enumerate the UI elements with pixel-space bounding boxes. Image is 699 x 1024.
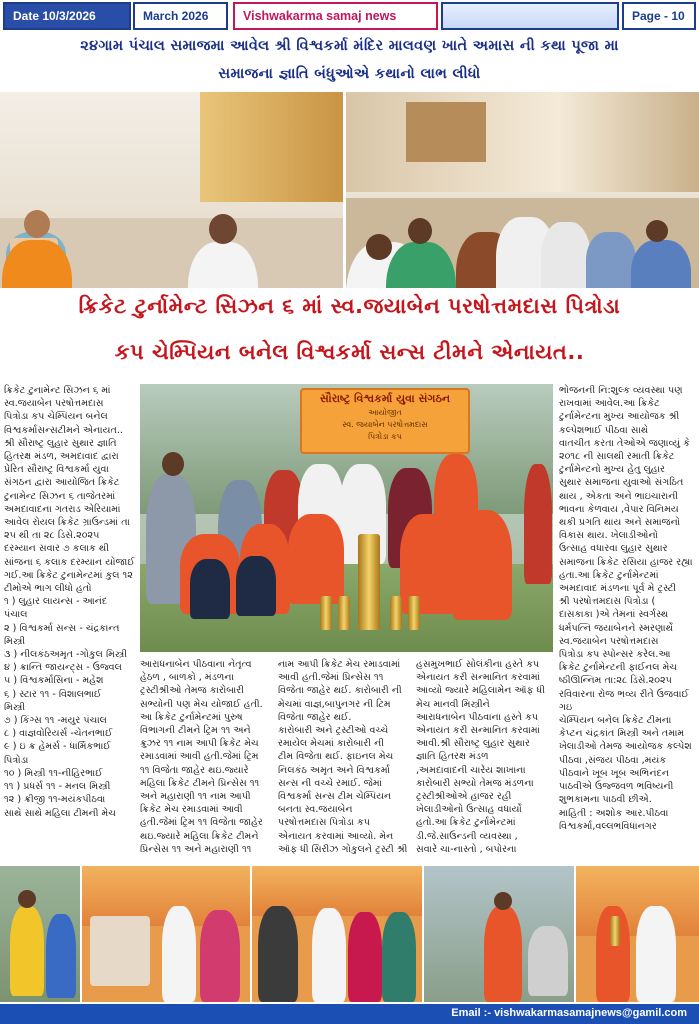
- text-line: શ્રી સૌરાષ્ટ્ર લુહાર સુથાર જ્ઞાતિ: [4, 437, 117, 449]
- text-line: હતા.આ ક્રિકેટ ટુર્નામેન્ટમાં: [559, 569, 659, 581]
- header-decoration: [441, 2, 619, 30]
- text-line: ડી.જે.સાઉન્ડની વ્યવસ્થા ,: [416, 830, 518, 842]
- text-line: આવી.શ્રી સૌરાષ્ટ્ર લુહાર સુથાર: [416, 738, 530, 750]
- article-right-column: [559, 384, 697, 862]
- text-line: ટ્રસ્ટીશ્રીઓએ હાજર રહી: [416, 791, 512, 803]
- community-gathering-photo: [346, 92, 699, 288]
- text-line: નામ આપી ક્રિકેટ મેચ રમાડવામાં: [278, 659, 401, 670]
- text-line: સન્સ ની વચ્ચે રમાઈ. જેમાં: [278, 777, 382, 789]
- text-line: ખેલાડીઓનો ઉત્સાહ વધાર્યો: [416, 804, 522, 816]
- article-mid-column-1: [140, 658, 274, 858]
- text-line: સભ્યોની પણ મેચ યોજાઈ હતી.: [140, 698, 263, 710]
- award-photo-1: [0, 866, 80, 1002]
- text-line: સમાજના ક્રિકેટ રસિયા હાજર રહ્યા: [559, 556, 693, 568]
- text-line: કારોબારી સભ્યો તેમજ મંડળના: [416, 777, 534, 789]
- text-line: અમદાવાદ મંડળના પૂર્વ મે ટ્રસ્ટી: [559, 583, 677, 595]
- text-line: એનાયત કરવામાં આવ્યો. મેન: [278, 830, 394, 842]
- award-photo-4: [424, 866, 574, 1002]
- banner-org-name: સૌરાષ્ટ્ર વિશ્વકર્મા યુવા સંગઠન: [319, 392, 451, 405]
- text-line: રમાયેલ મેચમાં કારોબારી ની: [278, 738, 385, 750]
- text-line: ૨૫ થી તા ૨૮ ડિસે.૨૦૨૫: [4, 530, 100, 542]
- text-line: ટુર્નામેન્ટના મુખ્ય આયોજક શ્રી: [559, 411, 680, 423]
- story1-headline-line1: ૨૪ગામ પંચાલ સમાજમા આવેલ શ્રી વિશ્વકર્મા મંદિર માલવણ ખાતે અમાસ ની કથા પૂજા મા: [80, 38, 619, 54]
- text-line: વિકાસ થાય. ખેલાડીઓનો: [559, 530, 659, 542]
- text-line: કલ્પેશભાઈ પીઠવા સાથે: [559, 424, 649, 436]
- award-photo-3: [252, 866, 422, 1002]
- text-line: ૧૨ ) ક્રીજી ૧૧-મયંકપીઠવા: [4, 794, 106, 806]
- text-line: ૧૦ ) મિસ્ત્રી ૧૧-નીહિરભાઈ: [4, 767, 103, 779]
- text-line: ટીમ વિજેતા થઈ. ફાઇનલ મેચ: [278, 751, 394, 763]
- text-line: આવેલ રોયલ ક્રિકેટ ગ્રાઉન્ડમાં તા: [4, 517, 130, 529]
- text-line: હતો.આ ક્રિકેટ ટુર્નામેન્ટમાં: [416, 817, 516, 829]
- banner-cup-sponsor: સ્વ. જયાબેન પરષોત્તમદાસ: [342, 420, 428, 429]
- text-line: પ્રેરિત સૌરાષ્ટ્ર વિશ્વકર્મા યુવા: [4, 464, 109, 476]
- page-number: Page - 10: [622, 2, 696, 30]
- text-line: સુથાર સમાજના યુવાઓ સંગઠિત: [559, 477, 684, 489]
- trophy-small: [390, 596, 402, 630]
- text-line: મિસ્ત્રી: [4, 635, 26, 647]
- newspaper-title: Vishwakarma samaj news: [233, 2, 438, 30]
- text-line: ચેમ્પિયન બનેલ ક્રિકેટ ટીમના: [559, 715, 672, 727]
- text-line: ટ્રસ્ટીશ્રીઓ તેમજ કારોબારી: [140, 685, 244, 697]
- text-line: હેઠળ , બાળકો , મંડળના: [140, 672, 234, 684]
- text-line: ૮ ) વાજ્ઞવોરિયર્સ -ચેતનભાઈ: [4, 728, 113, 740]
- text-line: થઇ.જ્યારે મહિલા ક્રિકેટ ટીમને: [140, 830, 259, 842]
- story1-headline-line2: સમાજના જ્ઞાતિ બંધુઓએ કથાનો લાભ લીધો: [218, 66, 481, 82]
- story2-headline-line1: ક્રિકેટ ટુર્નામેન્ટ સિઝન ૬ માં સ્વ.જયાબેન પરષોત્તમદાસ પિત્રોડા: [78, 294, 621, 318]
- text-line: વિશ્વકર્મા,વલ્લભવિધાનગર: [559, 820, 657, 832]
- text-line: ૨ ) વિશ્વકર્મા સન્સ - ચંદ્રકાન્ત: [4, 622, 120, 634]
- text-line: ટુનામેન્ટ સિઝન ૬ તાજેતરમાં: [4, 490, 116, 502]
- text-line: ષ્ઠીઊન્નિમ તા:૨૮ ડિસે.૨૦૨૫: [559, 675, 672, 687]
- text-line: અને મહારાણી ૧૧ નામ આપી: [140, 791, 251, 803]
- award-photo-2: [82, 866, 250, 1002]
- text-line: ૭ ) કિંગ્સ ૧૧ -મયુર પંચાલ: [4, 715, 107, 727]
- text-line: આરાધનાબેન પીઠવાના હસ્તે કપ: [416, 711, 539, 723]
- text-line: કારોબારી અને ટ્રસ્ટીઓ વચ્ચે: [278, 725, 389, 737]
- text-line: પીઠવા ,સંજય પીઠવા ,મયંક: [559, 754, 667, 766]
- text-line: વિજેતા જાહેર થઈ. કારોબારી ની: [278, 685, 402, 697]
- text-line: સ્વ.જયાબેન પરષોત્તમદાસ: [559, 635, 659, 647]
- text-line: બનતા સ્વ.જયાબેન: [278, 804, 353, 816]
- text-line: ગઇ: [559, 701, 573, 713]
- text-line: વાતચીત કરતા તેઓએ જણાવ્યું કે: [559, 437, 690, 449]
- champion-team-photo: [140, 384, 553, 652]
- text-line: સવારે ચા-નાસ્તો , બપોરના: [416, 843, 517, 855]
- text-line: એનાયત કરી સન્માનિત કરવામાં: [416, 725, 541, 737]
- trophy-small: [338, 596, 350, 630]
- text-line: દાસકાકા )એ તેમનાં સ્વર્ગસ્થ: [559, 609, 669, 621]
- text-line: એનાયત કરી સન્માનિત કરવામાં: [416, 672, 541, 684]
- page-header: [0, 0, 699, 34]
- text-line: પિત્રોડા કપ સ્પોન્સર કરેલ.આ: [559, 649, 671, 661]
- banner-cup-name: પિત્રોડા કપ: [368, 432, 402, 441]
- contact-email: Email :- vishwakarmasamajnews@gamil.com: [451, 1007, 687, 1019]
- tournament-banner: [300, 388, 470, 454]
- text-line: મેચમાં વાજ્ઞ,બાપુનગર ની ટિમ: [278, 698, 391, 710]
- text-line: વિજેતા જાહેર થઈ.: [278, 711, 352, 723]
- text-line: સાથે સાથે મહિલા ટીમની મેચ: [4, 807, 116, 819]
- article-mid-column-2: [278, 658, 412, 858]
- text-line: પરષોત્તમદાસ પિત્રોડા કપ: [278, 817, 370, 829]
- text-line: ભોજનની નિ:શુલ્ક વ્યવસ્થા પણ: [559, 385, 683, 396]
- page-footer: [0, 1004, 699, 1024]
- text-line: આરાધનાબેન પીઠવાના નેતૃત્વ: [140, 659, 252, 670]
- banner-presents: આયોજીત: [368, 408, 402, 417]
- text-line: દરમ્યાન સવાર ૭ કલાક થી: [4, 543, 109, 555]
- text-line: નિલકંઠ અમૃત અને વિશ્વકર્મા: [278, 764, 390, 776]
- text-line: ટુર્નામેન્ટનો મુખ્ય હેતુ લુહાર: [559, 464, 665, 476]
- text-line: ,અમદાવાદની ચારેય શાખાના: [416, 764, 526, 776]
- champion-trophy: [358, 534, 380, 630]
- puja-photo: [0, 92, 343, 288]
- text-line: આ ક્રિકેટ ટુર્નામેન્ટમાં પુરુષ: [140, 711, 243, 723]
- text-line: ધર્મપત્નિ જયાબેનને સ્મરણાર્થે: [559, 622, 674, 634]
- text-line: રમાડવામાં આવી હતી.જેમાં ટ્રિમ: [140, 751, 259, 763]
- text-line: મહિલા ક્રિકેટ ટીમને પ્રિન્સેસ ૧૧: [140, 777, 260, 789]
- text-line: મેચ માનવી મિસ્ત્રીને: [416, 698, 490, 710]
- text-line: પીઠવાને ખૂબ ખૂબ અભિનંદન: [559, 767, 669, 779]
- text-line: ગઈ.આ ક્રિકેટ ટુનામેન્ટમાં કુલ ૧૨: [4, 569, 133, 581]
- text-line: વિશ્વકર્મા સન્સ ટીમ ચેમ્પિયન: [278, 791, 392, 803]
- text-line: ૫ ) વિશ્વકર્માસિના - મહેશ: [4, 675, 104, 687]
- text-line: આવ્યો જ્યારે મહિલામેન ઑફ ધી: [416, 685, 546, 697]
- text-line: જ્ઞાતિ હિતરક્ષ મંડળ: [416, 751, 489, 763]
- text-line: હિતરક્ષ મંડળ, અમદાવાદ દ્વારા: [4, 451, 119, 463]
- text-line: ૯ ) ઇ ક્ર હેમર્સ - ધાર્મિકભાઈ: [4, 741, 111, 753]
- text-line: ખેલાડીઓ તેમજ આયોજક કલ્પેશ: [559, 741, 692, 753]
- text-line: ક્રિકેટ ટુર્નામેન્ટની ફાઈનલ મેચ: [559, 662, 678, 674]
- text-line: થાય , એકતા અને ભાઇચારાની: [559, 490, 679, 502]
- issue-date: Date 10/3/2026: [3, 2, 131, 30]
- text-line: ક્રુઝર ૧૧ નામ આપી ક્રિકેટ મેચ: [140, 738, 259, 750]
- text-line: શુભકામના પાઠવી છીએ.: [559, 794, 652, 806]
- text-line: પિત્રોડા કપ ચેમ્પિયન બનેલ: [4, 411, 108, 423]
- text-line: મિસ્ત્રી: [4, 701, 26, 713]
- text-line: સાંજના ૬ કલાક દરમ્યાન યોજાઈ: [4, 556, 135, 568]
- text-line: સ્વ.જયાબેન પરષોત્તમદાસ: [4, 398, 104, 410]
- text-line: રવિવારના રોજ ભવ્ય રીતે ઉજવાઈ: [559, 688, 689, 700]
- text-line: હસમુખભાઈ સોલંકીના હસ્તે કપ: [416, 659, 540, 670]
- text-line: ૨૦૧૮ ની સાલથી રમાતી ક્રિકેટ: [559, 451, 675, 463]
- trophy-small: [408, 596, 420, 630]
- text-line: શ્રી પરષોત્તમદાસ પિત્રોડા (: [559, 596, 656, 608]
- text-line: કેપ્ટન ચંદ્રકાંત મિસ્ત્રી અને તમામ: [559, 728, 685, 740]
- text-line: ભાવના કેળવાય ,વેપાર વિનિમય: [559, 503, 679, 515]
- trophy-small: [320, 596, 332, 630]
- award-photo-5: [576, 866, 699, 1002]
- text-line: રાખવામાં આવેલ.આ ક્રિકેટ: [559, 398, 660, 410]
- text-line: ક્રિકેટ મેચ રમાડવામાં આવી: [140, 804, 243, 816]
- text-line: પાઠવીએ ઉજ્જવળ ભવિષ્યની: [559, 781, 674, 793]
- text-line: સંગઠન દ્વારા આયોજિત ક્રિકેટ: [4, 477, 120, 489]
- text-line: આવી હતી.જેમાં પ્રિન્સેસ ૧૧: [278, 672, 384, 684]
- text-line: ઉત્સાહ વધારવા લુહાર સુથાર: [559, 543, 668, 555]
- article-mid-column-3: [416, 658, 554, 858]
- text-line: ક્રિકેટ ટુનામેન્ટ સિઝન ૬ માં: [4, 385, 111, 396]
- text-line: હતી.જેમાં ટ્રિમ ૧૧ વિજેતા જાહેર: [140, 817, 263, 829]
- text-line: પંચાલ: [4, 609, 28, 621]
- text-line: અમદાવાદના ગતરાડ એરિયામાં: [4, 503, 121, 515]
- text-line: વિભાગની ટીમને ટ્રિમ ૧૧ અને: [140, 725, 251, 737]
- text-line: થકી પ્રગતિ થાય અને સમાજનો: [559, 517, 681, 529]
- text-line: પ્રિન્સેસ ૧૧ અને મહારાણી ૧૧: [140, 843, 252, 855]
- text-line: ૧૧ ) પ્રધર્સ ૧૧ - મનલ મિસ્ત્રી: [4, 781, 111, 793]
- text-line: ઑફ ધી સિરીઝ ગોકુલને ટ્રસ્ટી શ્રી: [278, 843, 408, 855]
- text-line: ૬ ) સ્ટાર ૧૧ - વિશાલભાઈ: [4, 688, 102, 700]
- text-line: ટીમોએ ભાગ લીધો હતો: [4, 583, 92, 595]
- article-left-column: [4, 384, 136, 834]
- text-line: પિત્રોડા: [4, 754, 29, 766]
- text-line: ૧૧ વિજેતા જાહેર થઇ.જ્યારે: [140, 764, 249, 776]
- text-line: માહિતી : અશોક આર.પીઠવા: [559, 807, 669, 819]
- story2-headline-line2: કપ ચેમ્પિયન બનેલ વિશ્વકર્મા સન્સ ટીમને એનાયત..: [114, 340, 585, 364]
- issue-month: March 2026: [133, 2, 228, 30]
- text-line: ૩ ) નીલકંઠઅમૃત -ગોકુલ મિસ્ત્રી: [4, 649, 128, 661]
- text-line: વિશ્વકર્માસન્સટીમને એનાયત..: [4, 424, 123, 436]
- text-line: ૧ ) લુહાર લાયન્સ - આનંદ: [4, 596, 108, 608]
- text-line: ૪ ) ક્રાન્તિ જાયન્ટ્સ - ઉજ્વલ: [4, 662, 122, 674]
